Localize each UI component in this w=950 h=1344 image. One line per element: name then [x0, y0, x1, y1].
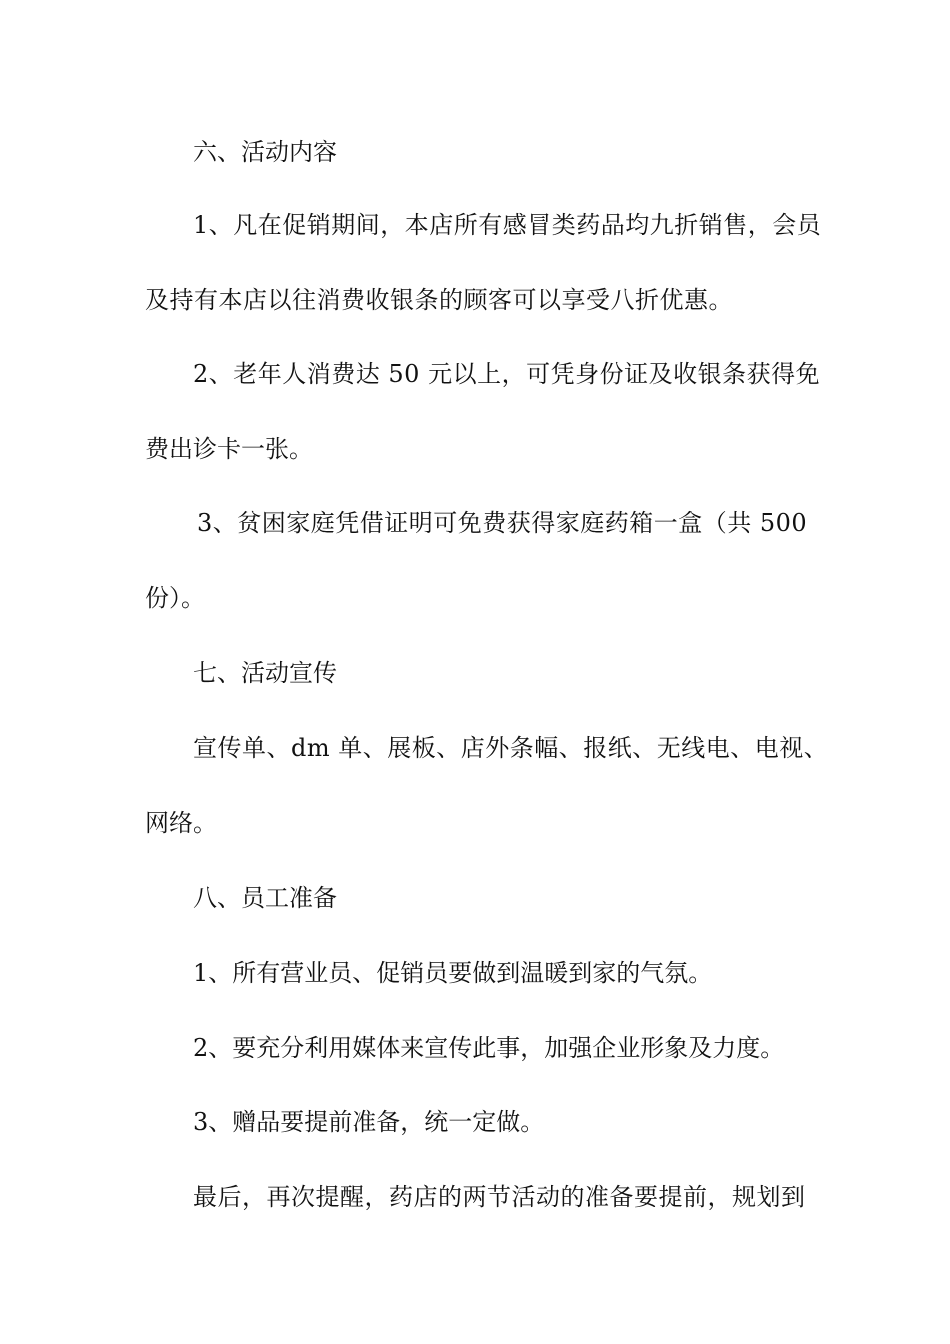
paragraph-line: 费出诊卡一张。: [145, 435, 313, 463]
paragraph-line: 份）。: [145, 584, 205, 612]
paragraph-line: 3、赠品要提前准备，统一定做。: [193, 1108, 545, 1136]
paragraph-line: 最后，再次提醒，药店的两节活动的准备要提前，规划到: [193, 1183, 806, 1211]
paragraph-line: 2、老年人消费达 50 元以上，可凭身份证及收银条获得免: [193, 360, 821, 388]
section-heading-activity-content: 六、活动内容: [193, 138, 337, 166]
paragraph-line: 网络。: [145, 809, 217, 837]
paragraph-line: 宣传单、dm 单、展板、店外条幅、报纸、无线电、电视、: [193, 734, 829, 762]
section-heading-activity-promotion: 七、活动宣传: [193, 659, 337, 687]
section-heading-staff-preparation: 八、员工准备: [193, 884, 337, 912]
paragraph-line: 1、凡在促销期间，本店所有感冒类药品均九折销售，会员: [193, 211, 822, 239]
paragraph-line: 1、所有营业员、促销员要做到温暖到家的气氛。: [193, 959, 713, 987]
paragraph-line: 3、贫困家庭凭借证明可免费获得家庭药箱一盒（共 500: [197, 509, 808, 537]
paragraph-line: 2、要充分利用媒体来宣传此事，加强企业形象及力度。: [193, 1034, 785, 1062]
paragraph-line: 及持有本店以往消费收银条的顾客可以享受八折优惠。: [145, 286, 733, 314]
